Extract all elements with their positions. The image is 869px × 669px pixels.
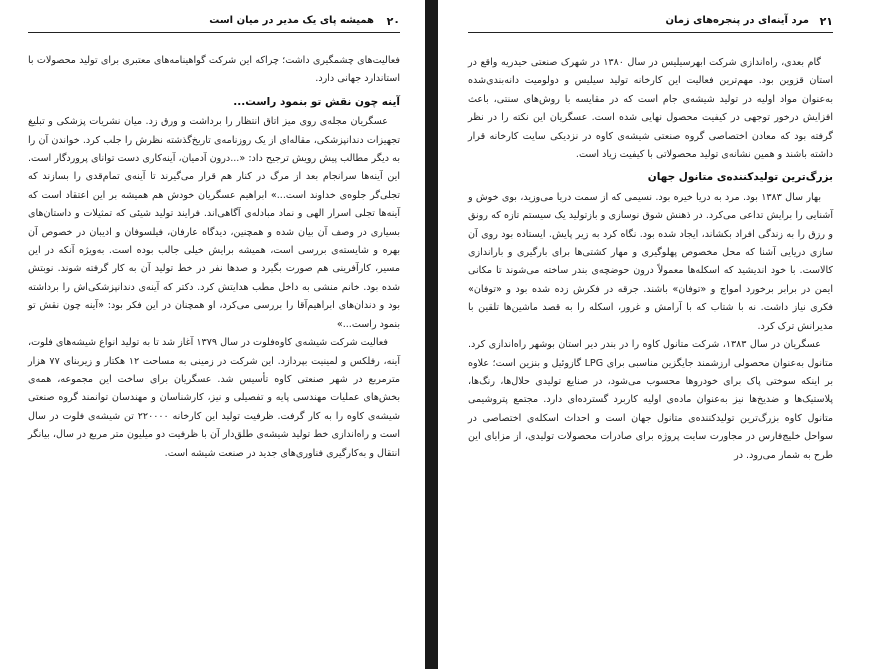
left-section-heading: آینه چون نقش تو بنمود راست... xyxy=(233,95,400,108)
right-page xyxy=(438,0,869,669)
left-section-paragraph-2: فعالیت شرکت شیشه‌ی کاوه‌فلوت در سال ۱۳۷۹ آغاز شد تا به تولید انواع شیشه‌های فلوت، آینه، رفلکس و لمینیت بپردازد. این شرکت در زمینی به مساحت ۱۲ هکتار و زیربنای ۷۷ هزار مترمربع در شهر صنعتی کاوه تأسیس شد. عسگریان برای ساخت این مجموعه، همه‌ی بخش‌های عملیات مهندسی پایه و تفصیلی و نیز، کارشناسان و مهندسان توانمند گروه صنعتی شیشه‌ی کاوه را به کار گرفت. ظرفیت تولید این کارخانه ۲۲۰۰۰۰ تن شیشه‌ی فلوت در سال است و راه‌اندازی خط تولید شیشه‌ی طلق‌دار آن با ظرفیت دو میلیون متر مربع در سال، بیانگر انتقال و به‌کارگیری فناوری‌های جدید در صنعت شیشه است. xyxy=(28,337,401,459)
right-section-heading: بزرگ‌ترین تولیدکننده‌ی متانول جهان xyxy=(647,171,833,184)
left-page-header xyxy=(28,12,400,33)
left-page-body xyxy=(28,52,400,463)
left-page-number: ۲۰ xyxy=(386,15,400,28)
left-page xyxy=(0,0,425,669)
right-page-header xyxy=(468,12,833,33)
right-paragraph-1: گام بعدی، راه‌اندازی شرکت ابهرسیلیس در سال ۱۳۸۰ در شهرک صنعتی حیدریه واقع در استان قزوین بود. مهم‌ترین فعالیت این کارخانه تولید سیلیس و دولومیت دانه‌بندی‌شده به‌عنوان مواد اولیه در تولید شیشه‌ی جام است که در مقایسه با روش‌های سنتی، باعث افزایش درخور توجهی در کیفیت محصول نهایی شده است. عسگریان این نکته را در نظر گرفته بود که معادن اختصاصی گروه صنعتی شیشه‌ی کاوه در نزدیکی سایت کارخانه قرار داشته باشند و همین نشانه‌ی تولید محصولاتی با کیفیت زیاد است. xyxy=(468,57,833,161)
right-running-head: مرد آینه‌ای در پنجره‌های زمان xyxy=(665,15,809,26)
left-paragraph-1: فعالیت‌های چشمگیری داشت؛ چراکه این شرکت گواهینامه‌های معتبری برای تولید محصولات با استاندارد جهانی دارد. xyxy=(28,55,400,85)
right-section-paragraph-1: بهار سال ۱۳۸۳ بود. مرد به دریا خیره بود. نسیمی که از سمت دریا می‌وزید، بوی خوش و آشنایی را برایش تداعی می‌کرد. در ذهنش شوق نوسازی و بازتولید یک سیستم تازه که رونق و رزق را به زندگی افراد بکشاند، ایجاد شده بود. نگاه کرد به زیر پایش. ایستاده بود روی آن سازی دریایی آشنا که محل مخصوص پهلوگیری و مهار کشتی‌ها برای بارگیری و باراندازی کالاست. با خود اندیشید که اسکله‌ها معمولاً درون حوضچه‌ی بندر ساخته می‌شوند تا مکانی ایمن در برابر برخورد امواج و «توفان» باشند. جرقه در فکرش زده شده بود و «توفان» فکری نیاز داشت. نه با شتاب که با آرامش و غرور، اسکله را به قصد ماشین‌ها تلقین با مدیرانش ترک کرد. xyxy=(468,191,833,332)
left-section-paragraph-1: عسگریان مجله‌ی روی میز اتاق انتظار را برداشت و ورق زد. میان نشریات پزشکی و تبلیغ تجهیزات دندانپزشکی، مقاله‌ای از یک روزنامه‌ی تاریخ‌گذشته نظرش را جلب کرد. خواندن آن را به دیگر مطالب پیش رویش ترجیح داد: «...درون آدمیان، آینه‌کاری دست توانای پروردگار است. این آینه‌ها سرانجام بعد از مرگ در کنار هم قرار می‌گیرند تا آینه‌ی تمام‌قدی را بسازند که تجلی‌گر جلوه‌ی خداوند است...» ابراهیم عسگریان خودش هم همیشه بر این اعتقاد است که آینه‌ها تجلی اسرار الهی و نماد مبادله‌ی آگاهی‌اند. فرایند تولید شیئی که تمثیلات و داستان‌های بسیاری در وصف آن بیان شده و همچنین، دیدگاه عارفان، فیلسوفان و ادیبان در خصوص آن بهره و شایسته‌ی بررسی است، همیشه برایش خیلی جالب بوده است. به‌ویژه آنکه در این مسیر، کارآفرینی هم صورت بگیرد و صدها نفر در خط تولید آن به کار گرفته شوند. نوبتش شده بود. خانم منشی به داخل مطب هدایتش کرد. دکتر که آینه‌ی دندانپزشکی‌اش را برداشته بود و دندان‌های ابراهیم‌آقا را بررسی می‌کرد، او همچنان در این فکر بود: «آینه چون نقش تو بنمود راست...» xyxy=(28,116,400,330)
left-running-head: همیشه پای یک مدیر در میان است xyxy=(209,15,374,26)
right-section-paragraph-2: عسگریان در سال ۱۳۸۳، شرکت متانول کاوه را در بندر دیر استان بوشهر راه‌اندازی کرد. متانول به‌عنوان محصولی ارزشمند جایگزین مناسبی برای LPG گازوئیل و بنزین است؛ علاوه بر اینکه سوختی پاک برای خودروها محسوب می‌شود، در صنایع تولیدی حلال‌ها، رنگ‌ها، پلاستیک‌ها و ضدیخ‌ها نیز به‌عنوان ماده‌ی اولیه کاربرد گسترده‌ای دارد. مجتمع پتروشیمی متانول کاوه بزرگ‌ترین تولیدکننده‌ی متانول جهان است و احداث اسکله‌ی اختصاصی در سواحل خلیج‌فارس در مجاورت سایت پروژه برای صادرات محصولات تولیدی، از مزایای این طرح به شمار می‌رود. در xyxy=(468,339,833,461)
right-page-body xyxy=(468,54,833,465)
right-page-number: ۲۱ xyxy=(819,15,833,28)
book-gutter xyxy=(425,0,438,669)
